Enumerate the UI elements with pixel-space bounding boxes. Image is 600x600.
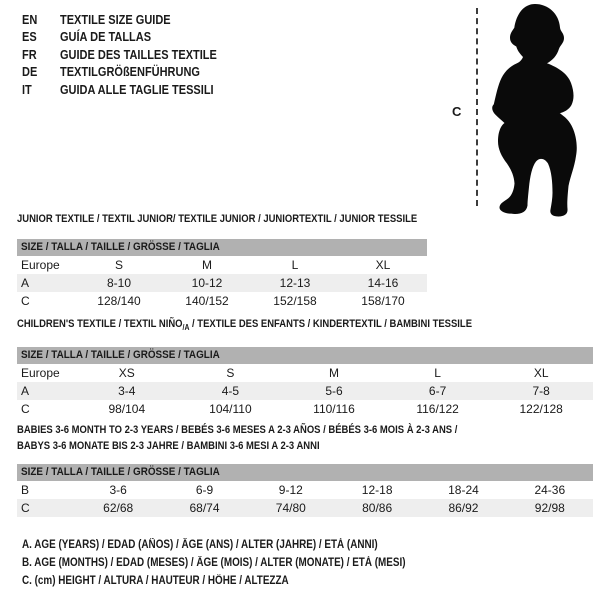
size-cell: L (291, 258, 299, 272)
language-code: IT (22, 82, 32, 97)
height-cell: 140/152 (185, 294, 229, 308)
table-row-age (17, 382, 593, 400)
size-cell: S (114, 258, 123, 272)
language-title: TEXTILE SIZE GUIDE (60, 12, 171, 27)
height-cell: 80/86 (362, 501, 393, 515)
age-cell: 3-4 (118, 384, 136, 398)
size-cell: M (328, 366, 339, 380)
row-label: B (21, 483, 30, 497)
height-cell: 62/68 (103, 501, 134, 515)
footnote-height: C. (cm) HEIGHT / ALTURA / HAUTEUR / HÖHE / ALTEZZA (22, 575, 289, 587)
height-cell: 74/80 (275, 501, 306, 515)
months-cell: 24-36 (534, 483, 566, 497)
language-title-list (22, 11, 238, 99)
size-header-bar: SIZE / TALLA / TAILLE / GRÖSSE / TAGLIA (17, 239, 427, 256)
row-label: C (21, 402, 30, 416)
language-code: DE (22, 65, 38, 80)
size-cell: M (202, 258, 212, 272)
babies-title-line1: BABIES 3-6 MONTH TO 2-3 YEARS / BEBÉS 3-6 MESES A 2-3 AÑOS / BÉBÉS 3-6 MOIS À 2-3 ANS / (17, 424, 458, 436)
height-cell: 152/158 (273, 294, 317, 308)
language-code: FR (22, 47, 37, 62)
children-table-title: CHILDREN'S TEXTILE / TEXTIL $NIÑO_{/A}$ / TEXTILE DES ENFANTS / KINDERTEXTIL / BAMBINI TESSILE (17, 318, 473, 333)
size-cell: XL (533, 366, 549, 380)
height-cell: 116/122 (416, 402, 459, 416)
height-cell: 104/110 (209, 402, 252, 416)
table-row-age (17, 274, 427, 292)
language-row (22, 64, 238, 82)
size-header-bar: SIZE / TALLA / TAILLE / GRÖSSE / TAGLIA (17, 464, 593, 481)
months-cell: 12-18 (361, 483, 393, 497)
babies-size-table (17, 464, 593, 517)
size-header-bar: SIZE / TALLA / TAILLE / GRÖSSE / TAGLIA (17, 347, 593, 364)
months-cell: 9-12 (278, 483, 303, 497)
language-title: GUIDE DES TAILLES TEXTILE (60, 47, 217, 62)
language-row (22, 81, 238, 99)
height-cell: 122/128 (519, 402, 563, 416)
age-cell: 7-8 (532, 384, 550, 398)
age-cell: 8-10 (106, 276, 132, 290)
language-title: TEXTILGRÖßENFÜHRUNG (60, 65, 200, 80)
language-row (22, 11, 238, 29)
language-title: GUIDA ALLE TAGLIE TESSILI (60, 82, 214, 97)
table-row-months (17, 481, 593, 499)
table-row-europe (17, 256, 427, 274)
title-subscript: /A (182, 323, 190, 333)
height-cell: 110/116 (313, 402, 355, 416)
size-cell: L (434, 366, 441, 380)
age-cell: 6-7 (428, 384, 447, 398)
months-cell: 6-9 (195, 483, 214, 497)
height-cell: 86/92 (448, 501, 479, 515)
toddler-silhouette-icon (478, 0, 598, 220)
legend-footnotes (22, 536, 468, 590)
months-cell: 3-6 (109, 483, 127, 497)
children-size-table (17, 347, 593, 418)
age-cell: 10-12 (191, 276, 223, 290)
height-measure-label: C (452, 104, 462, 119)
language-code: ES (22, 30, 37, 45)
row-label: Europe (21, 366, 60, 380)
row-label: A (21, 276, 30, 290)
footnote-age-months: B. AGE (MONTHS) / EDAD (MESES) / ÂGE (MOIS) / ALTER (MONATE) / ETÀ (MESI) (22, 557, 406, 569)
footnote-age-years: A. AGE (YEARS) / EDAD (AÑOS) / ÂGE (ANS) / ALTER (JAHRE) / ETÀ (ANNI) (22, 539, 378, 551)
row-label: C (21, 294, 30, 308)
height-cell: 98/104 (108, 402, 146, 416)
height-cell: 158/170 (361, 294, 405, 308)
age-cell: 14-16 (367, 276, 399, 290)
babies-table-title (17, 423, 457, 454)
table-row-europe (17, 364, 593, 382)
language-row (22, 29, 238, 47)
height-cell: 128/140 (97, 294, 141, 308)
height-cell: 68/74 (189, 501, 220, 515)
size-cell: XS (118, 366, 135, 380)
table-row-height (17, 499, 593, 517)
row-label: C (21, 501, 30, 515)
months-cell: 18-24 (448, 483, 479, 497)
age-cell: 5-6 (325, 384, 343, 398)
language-title: GUÍA DE TALLAS (60, 30, 152, 45)
language-code: EN (22, 12, 38, 27)
junior-table-title: JUNIOR TEXTILE / TEXTIL JUNIOR/ TEXTILE JUNIOR / JUNIORTEXTIL / JUNIOR TESSILE (17, 213, 418, 225)
size-cell: S (226, 366, 235, 380)
row-label: A (21, 384, 30, 398)
age-cell: 4-5 (221, 384, 240, 398)
junior-size-table (17, 239, 427, 310)
age-cell: 12-13 (279, 276, 311, 290)
language-row (22, 46, 238, 64)
height-cell: 92/98 (534, 501, 565, 515)
table-row-height (17, 400, 593, 418)
table-row-height (17, 292, 427, 310)
row-label: Europe (21, 258, 60, 272)
size-cell: XL (375, 258, 391, 272)
babies-title-line2: BABYS 3-6 MONATE BIS 2-3 JAHRE / BAMBINI 3-6 MESI A 2-3 ANNI (17, 439, 320, 452)
